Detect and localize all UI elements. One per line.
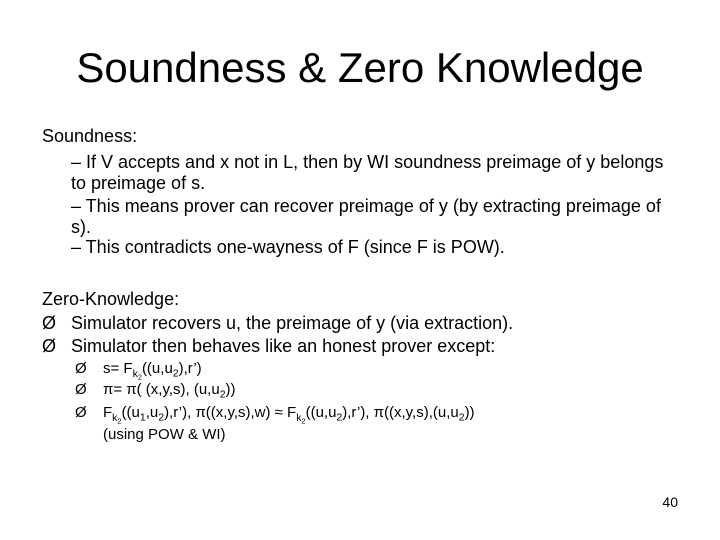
arrow-bullet-icon: Ø — [75, 381, 87, 398]
arrow-bullet-icon: Ø — [42, 313, 57, 333]
zk-sub-point-equivalence — [75, 404, 475, 426]
formula-text: ((u,u — [141, 360, 173, 377]
formula-text: F — [103, 404, 113, 421]
zk-sub-point-pi — [75, 381, 236, 399]
zk-heading: Zero-Knowledge: — [42, 289, 180, 309]
arrow-bullet-icon: Ø — [75, 404, 87, 421]
formula-text: )) — [225, 381, 236, 398]
soundness-item-3: – This contradicts one-wayness of F (since F is POW). — [71, 237, 505, 257]
formula-text: s= F — [103, 360, 133, 377]
soundness-item-1: – If V accepts and x not in L, then by WI soundness preimage of y belongs to preimage of s. — [71, 152, 664, 193]
subscript: 2 — [158, 411, 165, 424]
formula-text: ),r’) — [178, 360, 202, 377]
zk-point-1 — [42, 312, 513, 334]
zk-point-2 — [42, 335, 495, 357]
soundness-heading: Soundness: — [42, 126, 138, 146]
formula-text: ),r’), π((x,y,s),w) ≈ F — [164, 404, 297, 421]
subscript-k: k2 — [296, 411, 306, 426]
soundness-item-2: – This means prover can recover preimage of y (by extracting preimage of s). — [71, 196, 661, 237]
subscript-k: k2 — [112, 411, 122, 426]
subscript: 1 — [139, 411, 146, 424]
zk-point-text: Simulator recovers u, the preimage of y (via extraction). — [71, 313, 514, 333]
formula-text: ((u,u — [305, 404, 337, 421]
zk-point-text: Simulator then behaves like an honest prover except: — [71, 336, 496, 356]
formula-text: ((u — [121, 404, 140, 421]
subscript-k: k2 — [132, 367, 142, 382]
zk-sub-point-s — [75, 360, 202, 382]
subscript: 2 — [219, 388, 226, 401]
formula-text: π= π( (x,y,s), (u,u — [103, 381, 220, 398]
subscript: 2 — [336, 411, 343, 424]
formula-text: ),r’), π((x,y,s),(u,u — [342, 404, 459, 421]
zk-note: (using POW & WI) — [103, 426, 226, 443]
subscript: 2 — [458, 411, 465, 424]
subscript: 2 — [172, 367, 179, 380]
slide-title: Soundness & Zero Knowledge — [76, 44, 644, 91]
formula-text: ,u — [145, 404, 159, 421]
page-number: 40 — [662, 494, 678, 510]
arrow-bullet-icon: Ø — [75, 360, 87, 377]
arrow-bullet-icon: Ø — [42, 336, 57, 356]
formula-text: )) — [464, 404, 475, 421]
